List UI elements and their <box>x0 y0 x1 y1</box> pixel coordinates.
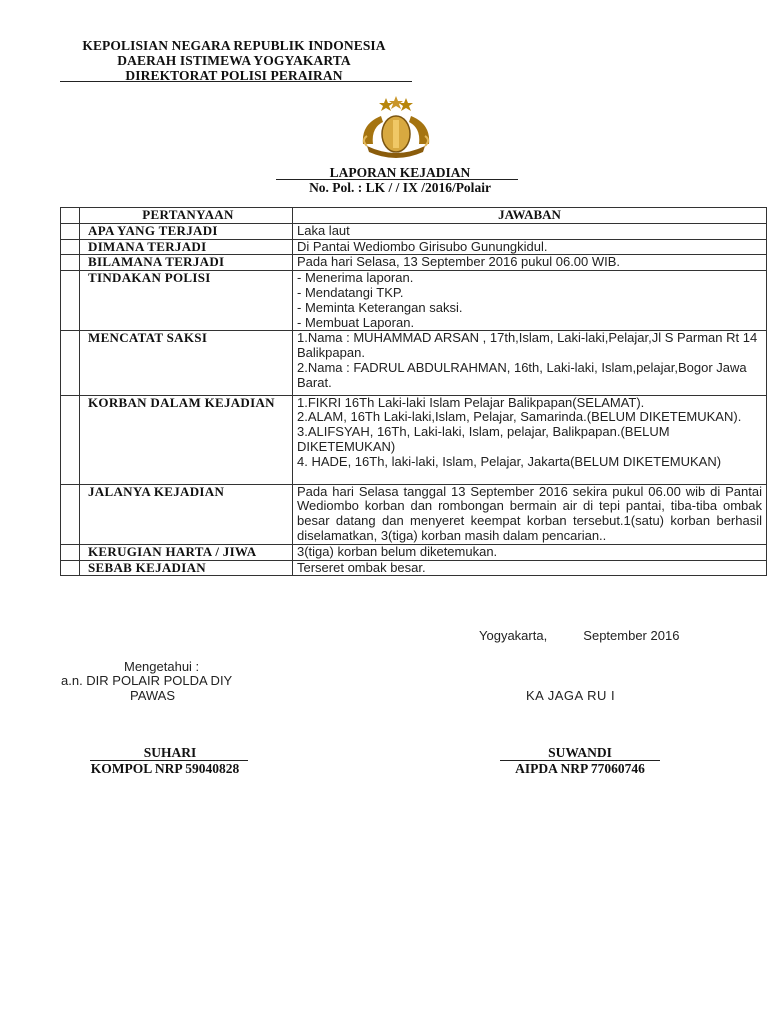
report-title: LAPORAN KEJADIAN <box>329 165 471 180</box>
table-row <box>61 239 767 255</box>
row-answer: Terseret ombak besar. <box>297 559 426 575</box>
row-answer: - Mendatangi TKP. <box>297 284 404 300</box>
place-date: Yogyakarta, September 2016 <box>479 628 680 643</box>
header-answer: JAWABAN <box>293 208 767 224</box>
row-question: DIMANA TERJADI <box>80 239 293 255</box>
right-signatory-rank: AIPDA NRP 77060746 <box>515 761 645 776</box>
pawas-label: PAWAS <box>130 688 176 703</box>
row-question: SEBAB KEJADIAN <box>80 560 293 576</box>
row-question: MENCATAT SAKSI <box>80 331 293 395</box>
police-emblem-icon <box>353 94 439 164</box>
mengetahui-label: Mengetahui : <box>124 659 200 674</box>
row-answer: Pada hari Selasa, 13 September 2016 pukul 06.00 WIB. <box>297 254 621 270</box>
row-answer: 1.Nama : MUHAMMAD ARSAN , 17th,Islam, Laki-laki,Pelajar,Jl S Parman Rt 14 Balikpapan. <box>297 330 758 361</box>
row-question: KERUGIAN HARTA / JIWA <box>80 544 293 560</box>
header-line-2: DAERAH ISTIMEWA YOGYAKARTA <box>117 53 351 68</box>
left-signatory-name: SUHARI <box>143 745 197 760</box>
row-answer: Di Pantai Wediombo Girisubo Gunungkidul. <box>297 238 548 254</box>
report-table <box>60 207 767 576</box>
row-question: JALANYA KEJADIAN <box>80 484 293 544</box>
table-row <box>61 255 767 271</box>
row-answer: - Meminta Keterangan saksi. <box>297 299 463 315</box>
row-question: KORBAN DALAM KEJADIAN <box>80 395 293 484</box>
header-underline <box>60 81 412 82</box>
table-row <box>61 484 767 544</box>
row-answer: 3.ALIFSYAH, 16Th, Laki-laki, Islam, pelajar, Balikpapan.(BELUM DIKETEMUKAN) <box>297 424 670 454</box>
right-signatory-name: SUWANDI <box>548 745 612 760</box>
row-question: APA YANG TERJADI <box>80 223 293 239</box>
table-row <box>61 271 767 331</box>
row-answer: Pada hari Selasa tanggal 13 September 2016 sekira pukul 06.00 wib di Pantai Wediombo korban dan rombongan bermain air di tepi pantai, tiba-tiba ombak besar datang dan menyeret keempat korban tersebut.1(satu) korban berhasil diselamatkan, 3(tiga) korban masih dalam pencarian.. <box>297 483 762 543</box>
row-answer: - Menerima laporan. <box>297 270 414 286</box>
row-question: BILAMANA TERJADI <box>80 255 293 271</box>
table-row <box>61 223 767 239</box>
row-answer: Laka laut <box>297 222 350 238</box>
kajaga-label: KA JAGA RU I <box>526 688 616 703</box>
table-row <box>61 395 767 484</box>
row-answer: 2.Nama : FADRUL ABDULRAHMAN, 16th, Laki-laki, Islam,pelajar,Bogor Jawa Barat. <box>297 359 747 390</box>
row-answer: 3(tiga) korban belum diketemukan. <box>297 543 498 559</box>
header-question: PERTANYAAN <box>80 208 293 224</box>
row-answer: 1.FIKRI 16Th Laki-laki Islam Pelajar Balikpapan(SELAMAT). <box>297 394 645 410</box>
table-row <box>61 560 767 576</box>
row-answer: - Membuat Laporan. <box>297 314 415 330</box>
row-question: TINDAKAN POLISI <box>80 271 293 331</box>
table-header-row <box>61 208 767 224</box>
table-row <box>61 331 767 395</box>
row-answer: 2.ALAM, 16Th Laki-laki,Islam, Pelajar, Samarinda.(BELUM DIKETEMUKAN). <box>297 409 742 425</box>
header-line-1: KEPOLISIAN NEGARA REPUBLIK INDONESIA <box>82 38 386 53</box>
header-line-3: DIREKTORAT POLISI PERAIRAN <box>125 68 343 83</box>
report-number: No. Pol. : LK / / IX /2016/Polair <box>309 180 491 195</box>
left-signatory-rank: KOMPOL NRP 59040828 <box>90 761 240 776</box>
table-row <box>61 544 767 560</box>
an-label: a.n. DIR POLAIR POLDA DIY <box>61 673 233 688</box>
row-answer: 4. HADE, 16Th, laki-laki, Islam, Pelajar, Jakarta(BELUM DIKETEMUKAN) <box>297 453 722 469</box>
